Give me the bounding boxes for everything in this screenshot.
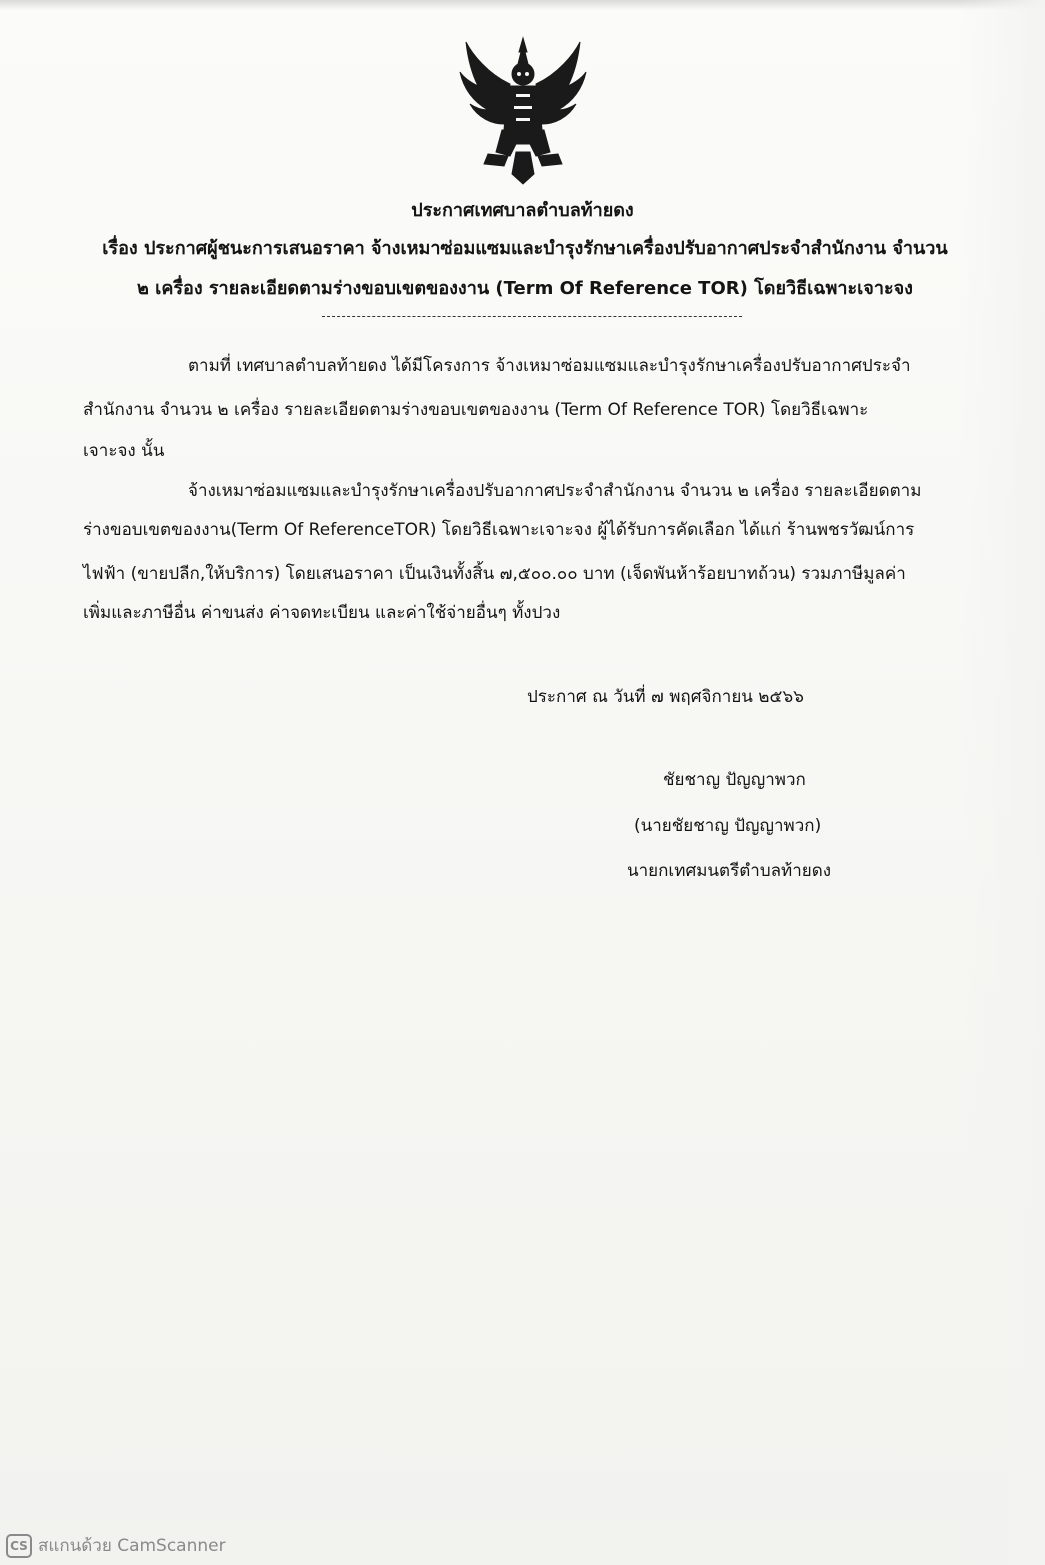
document-title: ประกาศเทศบาลตำบลท้ายดง bbox=[411, 200, 634, 221]
paragraph-2-line-1: จ้างเหมาซ่อมแซมและบำรุงรักษาเครื่องปรับอากาศประจำสำนักงาน จำนวน ๒ เครื่อง รายละเอียดตาม bbox=[188, 481, 922, 501]
paragraph-1-line-2: สำนักงาน จำนวน ๒ เครื่อง รายละเอียดตามร่างขอบเขตของงาน (Term Of Reference TOR) โดยวิธีเฉพาะ bbox=[83, 400, 869, 420]
camscanner-logo-icon: CS bbox=[6, 1534, 32, 1558]
watermark-text: สแกนด้วย CamScanner bbox=[38, 1536, 226, 1556]
subject-line-2: ๒ เครื่อง รายละเอียดตามร่างขอบเขตของงาน (Term Of Reference TOR) โดยวิธีเฉพาะเจาะจง bbox=[137, 278, 913, 299]
paragraph-2-line-2: ร่างขอบเขตของงาน(Term Of ReferenceTOR) โดยวิธีเฉพาะเจาะจง ผู้ได้รับการคัดเลือก ได้แก่ ร้านพชรวัฒน์การ bbox=[83, 520, 915, 540]
announcement-date: ประกาศ ณ วันที่ ๗ พฤศจิกายน ๒๕๖๖ bbox=[527, 687, 804, 707]
signature-name: ชัยชาญ ปัญญาพวก bbox=[663, 770, 806, 790]
signature-position: นายกเทศมนตรีตำบลท้ายดง bbox=[627, 861, 832, 881]
scan-top-edge bbox=[0, 0, 1045, 10]
paragraph-1-line-1: ตามที่ เทศบาลตำบลท้ายดง ได้มีโครงการ จ้างเหมาซ่อมแซมและบำรุงรักษาเครื่องปรับอากาศประจำ bbox=[188, 356, 911, 376]
camscanner-watermark bbox=[6, 1532, 226, 1559]
dashed-divider bbox=[322, 316, 742, 317]
subject-line-1: เรื่อง ประกาศผู้ชนะการเสนอราคา จ้างเหมาซ่อมแซมและบำรุงรักษาเครื่องปรับอากาศประจำสำนักงาน จำนวน bbox=[102, 238, 948, 259]
paragraph-1-line-3: เจาะจง นั้น bbox=[83, 441, 165, 461]
paragraph-2-line-4: เพิ่มและภาษีอื่น ค่าขนส่ง ค่าจดทะเบียน และค่าใช้จ่ายอื่นๆ ทั้งปวง bbox=[83, 603, 561, 623]
signature-full-name: (นายชัยชาญ ปัญญาพวก) bbox=[634, 816, 822, 836]
paragraph-2-line-3: ไฟฟ้า (ขายปลีก,ให้บริการ) โดยเสนอราคา เป็นเงินทั้งสิ้น ๗,๕๐๐.๐๐ บาท (เจ็ดพันห้าร้อยบาทถ้วน) รวมภาษีมูลค่า bbox=[83, 564, 906, 584]
garuda-emblem-icon bbox=[458, 34, 588, 192]
